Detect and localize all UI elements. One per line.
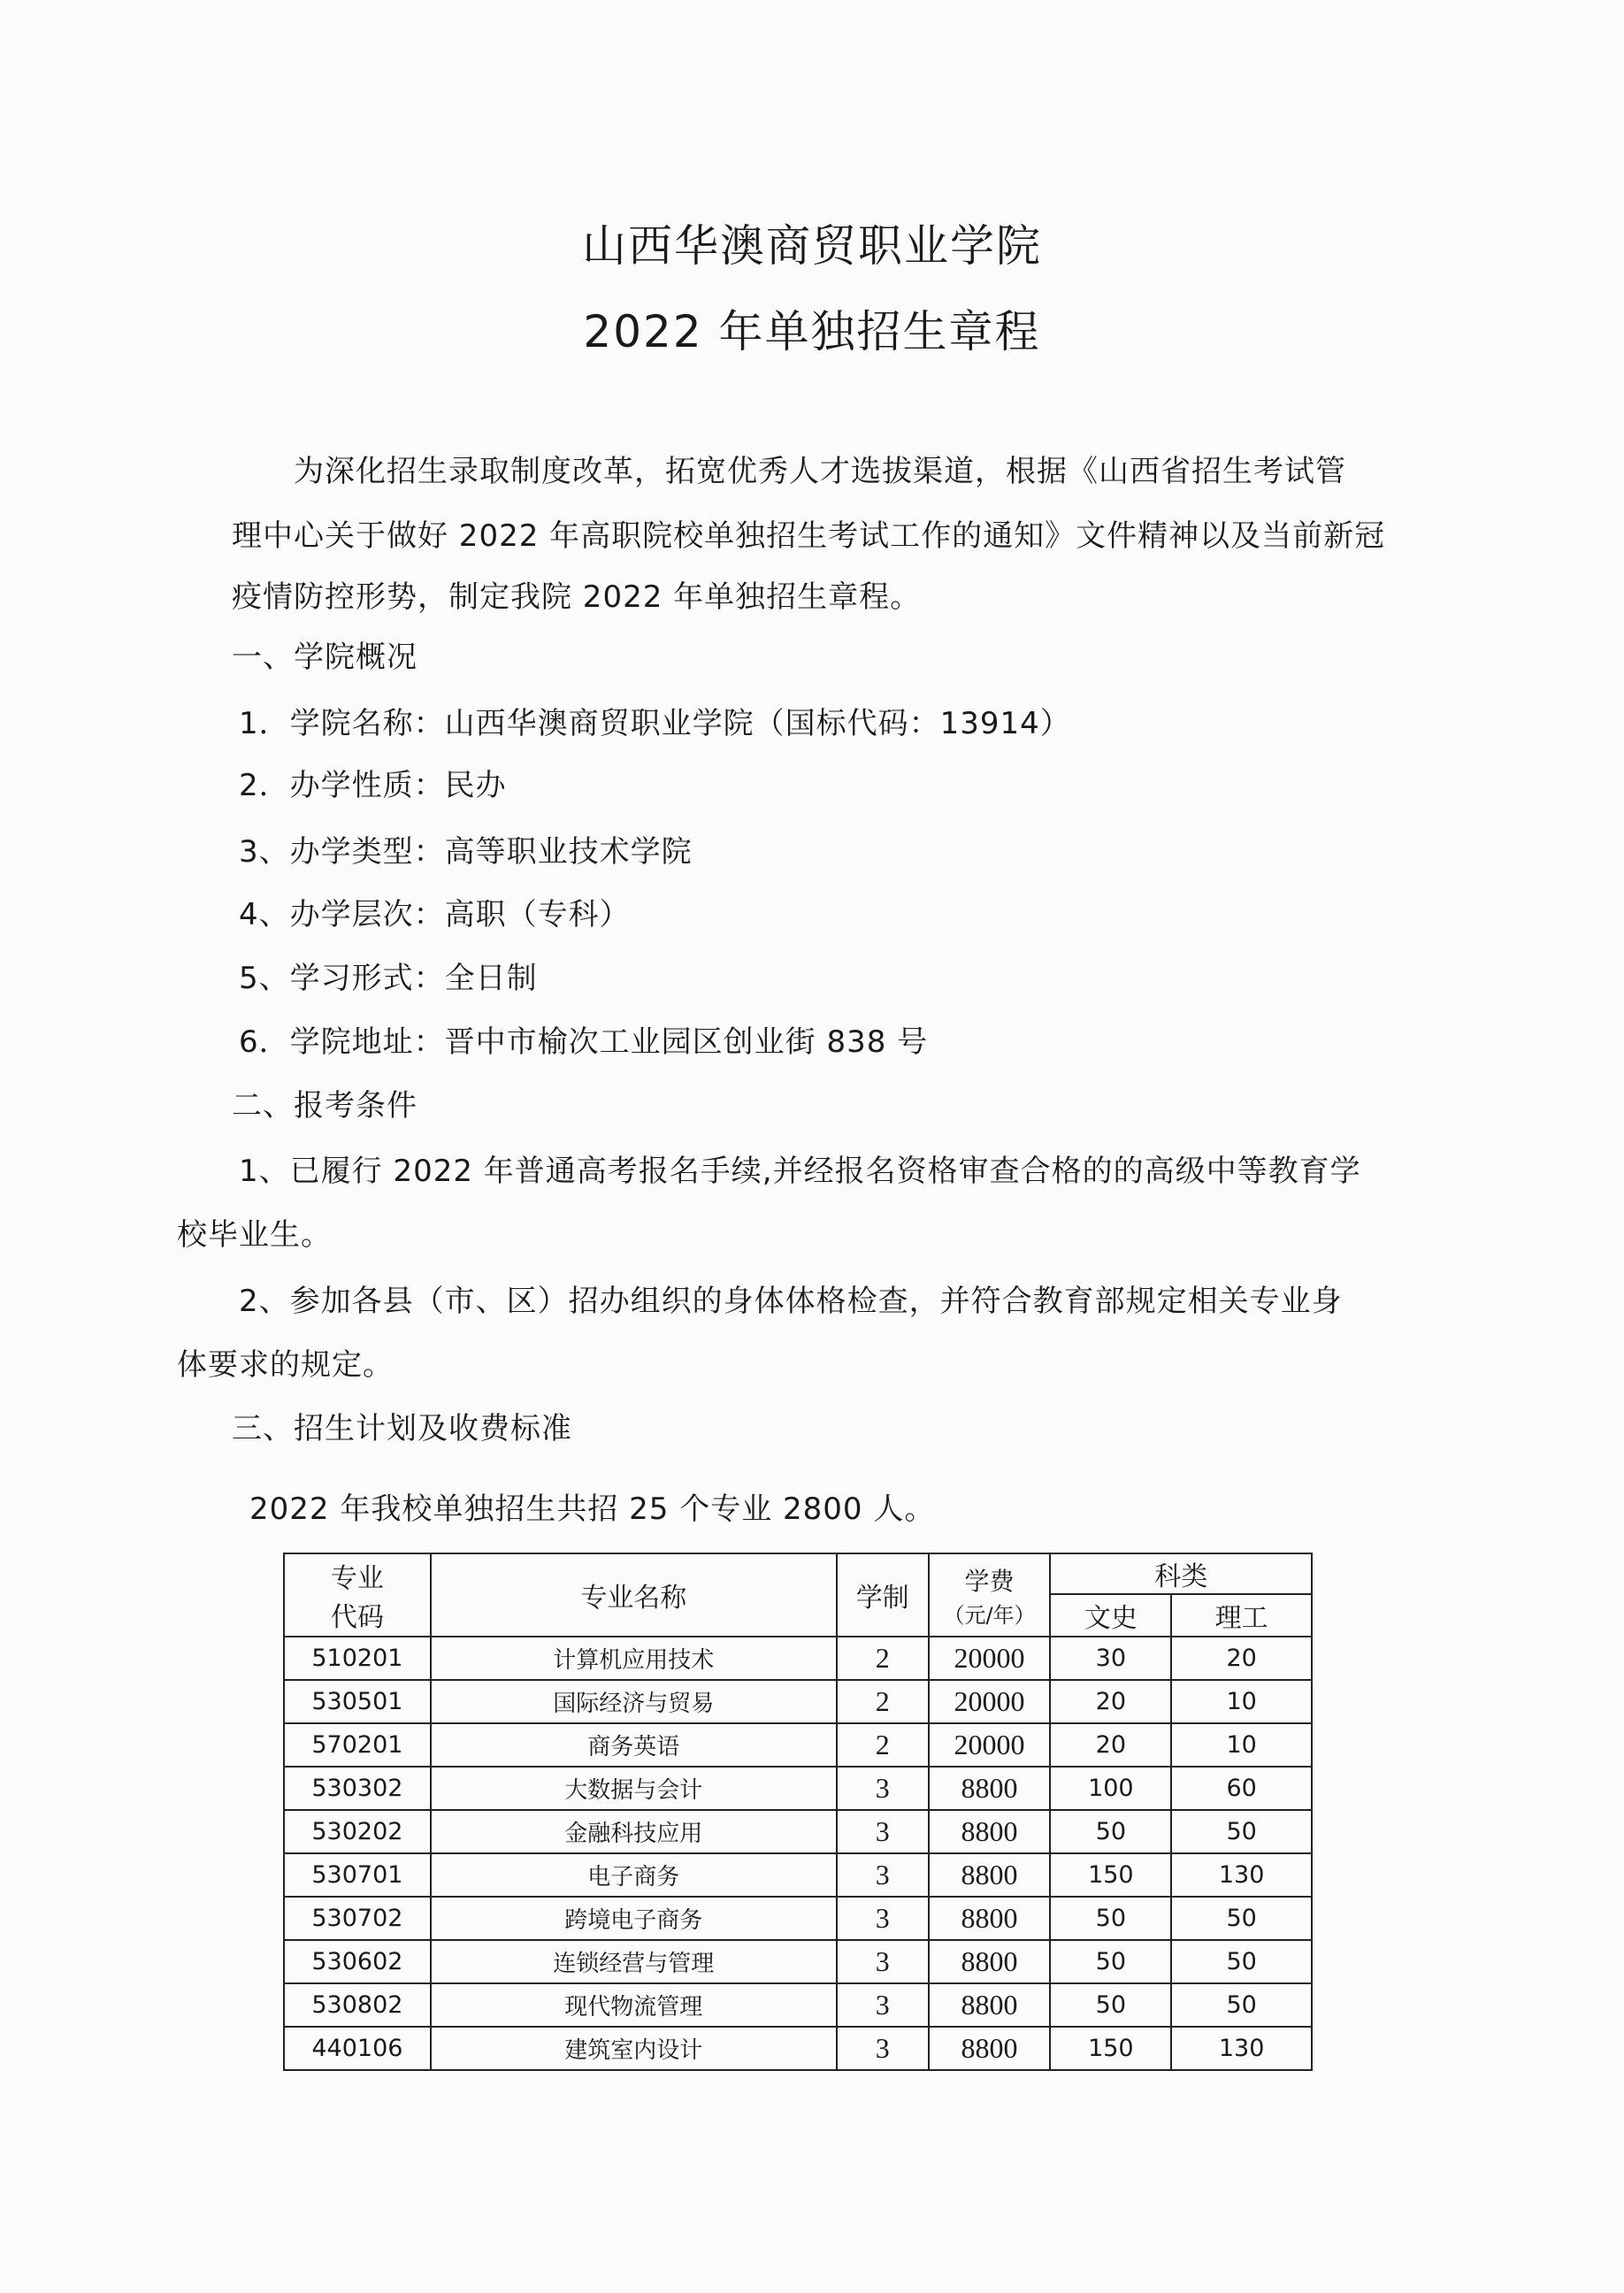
cell-name: 电子商务 xyxy=(431,1853,837,1897)
cell-arts: 20 xyxy=(1050,1723,1171,1767)
cell-years: 3 xyxy=(837,1983,929,2027)
info-item-6: 6．学院地址：晋中市榆次工业园区创业街 838 号 xyxy=(239,1024,929,1060)
cell-science: 50 xyxy=(1171,1940,1312,1983)
cell-science: 130 xyxy=(1171,2027,1312,2070)
cell-fee: 8800 xyxy=(929,1983,1051,2027)
cell-science: 20 xyxy=(1171,1637,1312,1680)
cell-years: 2 xyxy=(837,1637,929,1680)
header-science: 理工 xyxy=(1171,1594,1312,1637)
cell-years: 3 xyxy=(837,2027,929,2070)
table-row xyxy=(284,1897,1312,1940)
cell-code: 530702 xyxy=(284,1897,431,1940)
cell-code: 440106 xyxy=(284,2027,431,2070)
info-item-4: 4、办学层次：高职（专科） xyxy=(239,897,631,932)
cell-fee: 20000 xyxy=(929,1723,1051,1767)
intro-paragraph-line2: 理中心关于做好 2022 年高职院校单独招生考试工作的通知》文件精神以及当前新冠 xyxy=(232,518,1386,554)
cell-years: 3 xyxy=(837,1810,929,1853)
section2-heading: 二、报考条件 xyxy=(232,1088,417,1123)
cell-fee: 8800 xyxy=(929,1897,1051,1940)
cell-years: 3 xyxy=(837,1853,929,1897)
cell-science: 60 xyxy=(1171,1767,1312,1810)
info-item-5: 5、学习形式：全日制 xyxy=(239,961,538,996)
cell-code: 530302 xyxy=(284,1767,431,1810)
section1-heading: 一、学院概况 xyxy=(232,640,417,675)
condition2-line2: 体要求的规定。 xyxy=(177,1347,394,1383)
cell-name: 建筑室内设计 xyxy=(431,2027,837,2070)
cell-name: 现代物流管理 xyxy=(431,1983,837,2027)
cell-code: 530802 xyxy=(284,1983,431,2027)
cell-arts: 150 xyxy=(1050,2027,1171,2070)
cell-arts: 50 xyxy=(1050,1983,1171,2027)
cell-name: 连锁经营与管理 xyxy=(431,1940,837,1983)
intro-paragraph-line3: 疫情防控形势，制定我院 2022 年单独招生章程。 xyxy=(232,579,922,615)
header-major-name: 专业名称 xyxy=(431,1553,837,1637)
info-item-1: 1．学院名称：山西华澳商贸职业学院（国标代码：13914） xyxy=(239,706,1071,741)
cell-arts: 50 xyxy=(1050,1897,1171,1940)
section3-heading: 三、招生计划及收费标准 xyxy=(232,1411,572,1446)
header-major-code: 专业 代码 xyxy=(284,1553,431,1637)
cell-arts: 50 xyxy=(1050,1940,1171,1983)
cell-fee: 8800 xyxy=(929,1810,1051,1853)
plan-summary: 2022 年我校单独招生共招 25 个专业 2800 人。 xyxy=(249,1492,936,1527)
document-title-line1: 山西华澳商贸职业学院 xyxy=(582,220,1042,272)
cell-science: 10 xyxy=(1171,1680,1312,1723)
cell-code: 570201 xyxy=(284,1723,431,1767)
condition1-line2: 校毕业生。 xyxy=(177,1217,332,1253)
cell-arts: 150 xyxy=(1050,1853,1171,1897)
header-tuition: 学费 （元/年） xyxy=(929,1553,1051,1637)
document-title-line2: 2022 年单独招生章程 xyxy=(583,306,1041,357)
info-item-2: 2．办学性质：民办 xyxy=(239,768,507,803)
cell-name: 计算机应用技术 xyxy=(431,1637,837,1680)
header-years: 学制 xyxy=(837,1553,929,1637)
intro-paragraph-line1: 为深化招生录取制度改革，拓宽优秀人才选拔渠道，根据《山西省招生考试管 xyxy=(294,454,1346,489)
cell-arts: 50 xyxy=(1050,1810,1171,1853)
header-category: 科类 xyxy=(1050,1553,1312,1594)
table-row xyxy=(284,1767,1312,1810)
cell-science: 130 xyxy=(1171,1853,1312,1897)
cell-years: 3 xyxy=(837,1897,929,1940)
cell-name: 跨境电子商务 xyxy=(431,1897,837,1940)
table-row xyxy=(284,1983,1312,2027)
cell-fee: 8800 xyxy=(929,2027,1051,2070)
table-row xyxy=(284,1853,1312,1897)
table-row xyxy=(284,1940,1312,1983)
table-row xyxy=(284,2027,1312,2070)
cell-science: 50 xyxy=(1171,1810,1312,1853)
cell-name: 国际经济与贸易 xyxy=(431,1680,837,1723)
enrollment-plan-table xyxy=(283,1553,1313,2071)
cell-code: 530202 xyxy=(284,1810,431,1853)
info-item-3: 3、办学类型：高等职业技术学院 xyxy=(239,834,693,870)
cell-years: 3 xyxy=(837,1767,929,1810)
condition2-line1: 2、参加各县（市、区）招办组织的身体体格检查，并符合教育部规定相关专业身 xyxy=(239,1284,1343,1319)
cell-code: 530701 xyxy=(284,1853,431,1897)
cell-science: 50 xyxy=(1171,1983,1312,2027)
condition1-line1: 1、已履行 2022 年普通高考报名手续,并经报名资格审查合格的的高级中等教育学 xyxy=(239,1154,1361,1189)
table-row xyxy=(284,1637,1312,1680)
cell-science: 50 xyxy=(1171,1897,1312,1940)
cell-fee: 8800 xyxy=(929,1853,1051,1897)
table-header-row xyxy=(284,1553,1312,1594)
table-row xyxy=(284,1680,1312,1723)
table-row xyxy=(284,1810,1312,1853)
cell-name: 商务英语 xyxy=(431,1723,837,1767)
cell-arts: 20 xyxy=(1050,1680,1171,1723)
cell-years: 3 xyxy=(837,1940,929,1983)
cell-code: 510201 xyxy=(284,1637,431,1680)
cell-fee: 20000 xyxy=(929,1680,1051,1723)
header-arts: 文史 xyxy=(1050,1594,1171,1637)
cell-fee: 8800 xyxy=(929,1767,1051,1810)
cell-fee: 20000 xyxy=(929,1637,1051,1680)
cell-arts: 100 xyxy=(1050,1767,1171,1810)
cell-years: 2 xyxy=(837,1723,929,1767)
cell-name: 大数据与会计 xyxy=(431,1767,837,1810)
table-row xyxy=(284,1723,1312,1767)
cell-code: 530501 xyxy=(284,1680,431,1723)
cell-science: 10 xyxy=(1171,1723,1312,1767)
cell-fee: 8800 xyxy=(929,1940,1051,1983)
cell-code: 530602 xyxy=(284,1940,431,1983)
cell-arts: 30 xyxy=(1050,1637,1171,1680)
cell-years: 2 xyxy=(837,1680,929,1723)
cell-name: 金融科技应用 xyxy=(431,1810,837,1853)
